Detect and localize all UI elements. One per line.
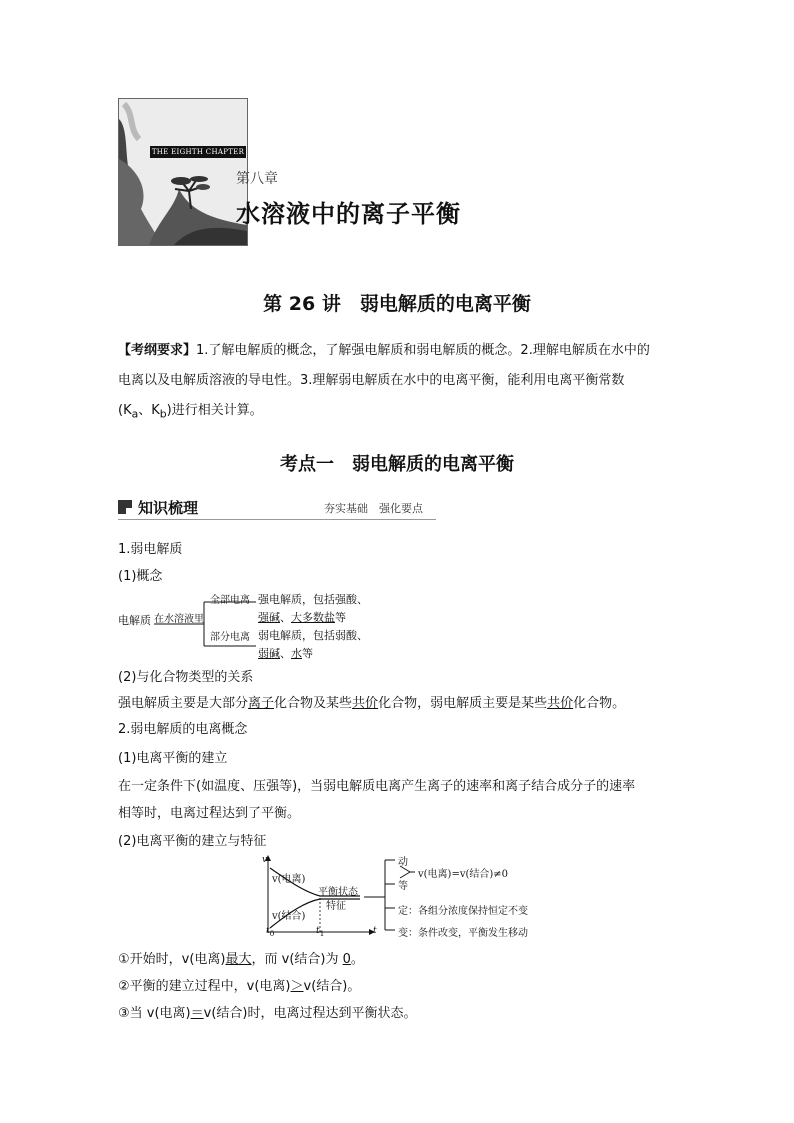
feature-deng: 等 [398,881,408,892]
feature-dong: 动 [398,857,408,868]
s2-sub2: (2)电离平衡的建立与特征 [118,834,267,849]
graph-t0-label: $t_0$ [266,926,275,938]
knowledge-bar [118,496,436,522]
diagram-root: 电解质 [118,614,151,627]
s2-paragraph-line-1: 在一定条件下(如温度、压强等)，当弱电解质电离产生离子的速率和离子结合成分子的速率 [118,779,636,794]
knowledge-subtitle: 夯实基础 强化要点 [324,502,423,515]
s2-sub1: (1)电离平衡的建立 [118,751,228,766]
requirements-tag: 【考纲要求】 [118,343,197,358]
diagram-branch-top: 全部电离 [210,595,250,606]
section-square-icon [118,500,132,514]
graph-v-label: v [262,855,268,865]
s1-concept: (1)概念 [118,569,163,584]
requirements-line-2: 电离以及电解质溶液的导电性。3.理解弱电解质在水中的电离平衡，能利用电离平衡常数 [118,373,625,388]
diagram-weak-line-2: 弱碱、水等 [258,647,313,660]
mountain-landscape-illustration [119,99,247,245]
relation-text: 强电解质主要是大部分离子化合物及某些共价化合物，弱电解质主要是某些共价化合物。 [118,696,626,711]
knowledge-label: 知识梳理 [138,499,199,517]
requirements-line-3: ($K_a$、$K_b$)进行相关计算。 [118,403,263,421]
item-2: ②平衡的建立过程中，v(电离)＞v(结合)。 [118,979,361,994]
s2-heading: 2.弱电解质的电离概念 [118,722,248,737]
s1-heading: 1.弱电解质 [118,542,183,557]
graph-curve-comb-label: v(结合) [272,911,306,922]
graph-curve-ion-label: v(电离) [272,874,306,885]
lecture-title: 第 26 讲 弱电解质的电离平衡 [263,293,531,315]
item-3: ③当 v(电离)＝v(结合)时，电离过程达到平衡状态。 [118,1006,417,1021]
diagram-strong-line-2: 强碱、大多数盐等 [258,611,346,624]
graph-state-label: 平衡状态 [318,887,358,898]
graph-t-label: t [373,926,377,936]
diagram-weak-line-1: 弱电解质，包括弱酸、 [258,629,368,642]
graph-feature-label: 特征 [326,901,346,912]
knowledge-divider [118,519,436,520]
requirements-line-1: 1.了解电解质的概念，了解强电解质和弱电解质的概念。2.理解电解质在水中的 [196,343,650,358]
feature-bian: 变：条件改变，平衡发生移动 [398,928,528,939]
chapter-title: 水溶液中的离子平衡 [236,200,461,228]
s2-paragraph-line-2: 相等时，电离过程达到了平衡。 [118,806,301,821]
graph-t1-label: $t_1$ [316,926,325,938]
diagram-strong-line-1: 强电解质，包括强酸、 [258,593,368,606]
exam-requirements [118,336,678,430]
item-1: ①开始时，v(电离)最大，而 v(结合)为 0。 [118,952,364,967]
diagram-branch-bottom: 部分电离 [210,632,250,643]
chapter-cover-image [118,98,248,246]
section-title: 考点一 弱电解质的电离平衡 [280,454,514,475]
chapter-number: 第八章 [236,171,278,187]
feature-equal-rates: v(电离)=v(结合)≠0 [418,869,509,880]
chapter-badge: THE EIGHTH CHAPTER [151,148,245,156]
relation-heading: (2)与化合物类型的关系 [118,670,254,685]
feature-ding: 定：各组分浓度保持恒定不变 [398,906,528,917]
diagram-condition: 在水溶液里 [154,614,204,625]
